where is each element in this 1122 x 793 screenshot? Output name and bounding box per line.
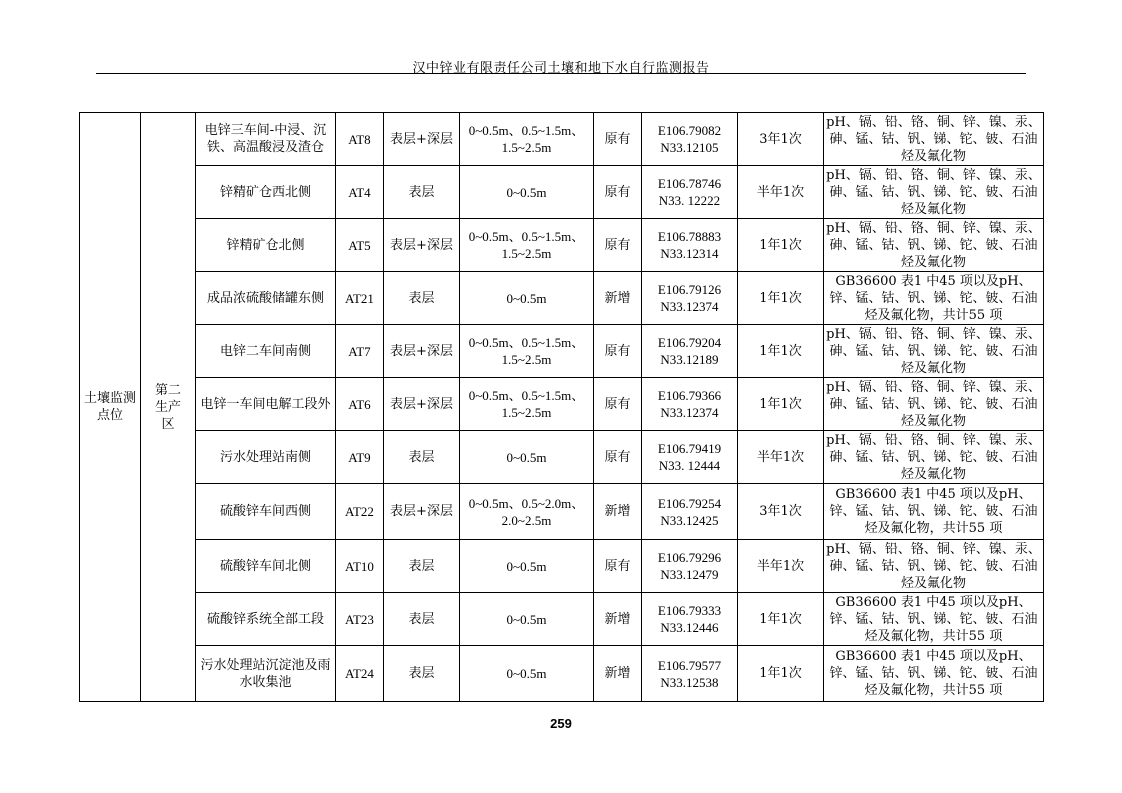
coordinate-cell [642,219,738,272]
depth-cell: 0~0.5m、0.5~1.5m、1.5~2.5m [460,219,594,272]
frequency-cell: 1年1次 [738,325,824,378]
longitude-value: E106.79333 [657,603,722,618]
indicators-cell: pH、镉、铅、铬、铜、锌、镍、汞、砷、锰、钴、钒、锑、铊、铍、石油烃及氟化物 [824,325,1044,378]
status-cell: 原有 [594,219,642,272]
location-cell: 成品浓硫酸储罐东侧 [196,272,336,325]
area-cell: 第二生产区 [141,113,196,702]
status-cell: 新增 [594,272,642,325]
latitude-value: N33.12374 [660,405,719,420]
location-cell: 硫酸锌车间北侧 [196,540,336,593]
longitude-value: E106.79204 [657,335,722,350]
layer-cell: 表层 [384,540,460,593]
coordinate-cell [642,593,738,646]
depth-cell: 0~0.5m [460,272,594,325]
coordinate-cell [642,540,738,593]
point-code-cell: AT7 [336,325,384,378]
point-code-cell: AT5 [336,219,384,272]
location-cell: 硫酸锌系统全部工段 [196,593,336,646]
latitude-value: N33.12538 [660,674,719,690]
latitude-value: N33.12105 [660,140,719,155]
status-cell: 新增 [594,593,642,646]
longitude-value: E106.79082 [657,123,722,138]
indicators-cell: pH、镉、铅、铬、铜、锌、镍、汞、砷、锰、钴、钒、锑、铊、铍、石油烃及氟化物 [824,378,1044,431]
depth-cell: 0~0.5m [460,593,594,646]
longitude-value: E106.78883 [657,229,722,244]
frequency-cell: 3年1次 [738,113,824,166]
depth-cell: 0~0.5m、0.5~2.0m、2.0~2.5m [460,484,594,540]
coordinate-cell [642,166,738,219]
table-row [80,219,1044,272]
table-row [80,540,1044,593]
frequency-cell: 1年1次 [738,378,824,431]
table-row [80,593,1044,646]
location-cell: 电锌二车间南侧 [196,325,336,378]
point-code-cell: AT22 [336,484,384,540]
coordinate-cell [642,431,738,484]
table-body [80,113,1044,702]
status-cell: 原有 [594,431,642,484]
category-cell: 土壤监测点位 [80,113,141,702]
layer-cell: 表层 [384,166,460,219]
indicators-cell: pH、镉、铅、铬、铜、锌、镍、汞、砷、锰、钴、钒、锑、铊、铍、石油烃及氟化物 [824,431,1044,484]
table-row [80,113,1044,166]
frequency-cell: 半年1次 [738,166,824,219]
latitude-value: N33. 12222 [658,193,721,208]
location-cell: 硫酸锌车间西侧 [196,484,336,540]
layer-cell: 表层+深层 [384,325,460,378]
layer-cell: 表层 [384,431,460,484]
location-cell: 污水处理站南侧 [196,431,336,484]
coordinate-cell [642,325,738,378]
point-code-cell: AT6 [336,378,384,431]
header-divider [96,73,1026,74]
status-cell: 原有 [594,540,642,593]
frequency-cell: 半年1次 [738,540,824,593]
latitude-value: N33.12479 [660,567,719,582]
coordinate-cell [642,484,738,540]
layer-cell: 表层+深层 [384,219,460,272]
frequency-cell: 3年1次 [738,484,824,540]
latitude-value: N33.12425 [660,512,719,528]
point-code-cell: AT4 [336,166,384,219]
indicators-cell: pH、镉、铅、铬、铜、锌、镍、汞、砷、锰、钴、钒、锑、铊、铍、石油烃及氟化物 [824,219,1044,272]
depth-cell: 0~0.5m、0.5~1.5m、1.5~2.5m [460,113,594,166]
layer-cell: 表层 [384,646,460,702]
frequency-cell: 半年1次 [738,431,824,484]
location-cell: 锌精矿仓西北侧 [196,166,336,219]
latitude-value: N33.12374 [660,299,719,314]
table-row [80,431,1044,484]
status-cell: 原有 [594,378,642,431]
page-number: 259 [550,716,572,731]
depth-cell: 0~0.5m [460,540,594,593]
layer-cell: 表层 [384,272,460,325]
table-row [80,166,1044,219]
longitude-value: E106.79254 [657,495,722,511]
status-cell: 原有 [594,325,642,378]
point-code-cell: AT21 [336,272,384,325]
location-cell: 电锌一车间电解工段外 [196,378,336,431]
depth-cell: 0~0.5m [460,166,594,219]
longitude-value: E106.79296 [657,550,722,565]
depth-cell: 0~0.5m、0.5~1.5m、1.5~2.5m [460,325,594,378]
latitude-value: N33. 12444 [658,458,721,473]
location-cell: 污水处理站沉淀池及雨水收集池 [196,646,336,702]
status-cell: 新增 [594,484,642,540]
frequency-cell: 1年1次 [738,593,824,646]
point-code-cell: AT9 [336,431,384,484]
report-header-title: 汉中锌业有限责任公司土壤和地下水自行监测报告 [412,61,710,76]
point-code-cell: AT23 [336,593,384,646]
depth-cell: 0~0.5m [460,431,594,484]
indicators-cell: GB36600 表1 中45 项以及pH、锌、锰、钴、钒、锑、铊、铍、石油烃及氟化物，共计55 项 [824,593,1044,646]
point-code-cell: AT8 [336,113,384,166]
frequency-cell: 1年1次 [738,646,824,702]
longitude-value: E106.79366 [657,388,722,403]
location-cell: 锌精矿仓北侧 [196,219,336,272]
layer-cell: 表层+深层 [384,113,460,166]
layer-cell: 表层+深层 [384,378,460,431]
point-code-cell: AT10 [336,540,384,593]
frequency-cell: 1年1次 [738,272,824,325]
table-row [80,378,1044,431]
indicators-cell: GB36600 表1 中45 项以及pH、锌、锰、钴、钒、锑、铊、铍、石油烃及氟化物，共计55 项 [824,646,1044,702]
depth-cell: 0~0.5m、0.5~1.5m、1.5~2.5m [460,378,594,431]
coordinate-cell [642,113,738,166]
latitude-value: N33.12189 [660,352,719,367]
depth-cell: 0~0.5m [460,646,594,702]
layer-cell: 表层 [384,593,460,646]
status-cell: 新增 [594,646,642,702]
table-row [80,646,1044,702]
coordinate-cell [642,378,738,431]
frequency-cell: 1年1次 [738,219,824,272]
monitoring-points-table [79,112,1044,702]
status-cell: 原有 [594,166,642,219]
indicators-cell: GB36600 表1 中45 项以及pH、锌、锰、钴、钒、锑、铊、铍、石油烃及氟化物，共计55 项 [824,484,1044,540]
point-code-cell: AT24 [336,646,384,702]
coordinate-cell [642,272,738,325]
indicators-cell: GB36600 表1 中45 项以及pH、锌、锰、钴、钒、锑、铊、铍、石油烃及氟化物，共计55 项 [824,272,1044,325]
latitude-value: N33.12314 [660,246,719,261]
table-row [80,272,1044,325]
indicators-cell: pH、镉、铅、铬、铜、锌、镍、汞、砷、锰、钴、钒、锑、铊、铍、石油烃及氟化物 [824,113,1044,166]
layer-cell: 表层+深层 [384,484,460,540]
longitude-value: E106.79577 [657,657,722,673]
indicators-cell: pH、镉、铅、铬、铜、锌、镍、汞、砷、锰、钴、钒、锑、铊、铍、石油烃及氟化物 [824,540,1044,593]
coordinate-cell [642,646,738,702]
indicators-cell: pH、镉、铅、铬、铜、锌、镍、汞、砷、锰、钴、钒、锑、铊、铍、石油烃及氟化物 [824,166,1044,219]
longitude-value: E106.78746 [657,176,722,191]
longitude-value: E106.79419 [657,441,722,456]
table-row [80,325,1044,378]
latitude-value: N33.12446 [660,620,719,635]
location-cell: 电锌三车间-中浸、沉铁、高温酸浸及渣仓 [196,113,336,166]
longitude-value: E106.79126 [657,282,722,297]
status-cell: 原有 [594,113,642,166]
table-row [80,484,1044,540]
